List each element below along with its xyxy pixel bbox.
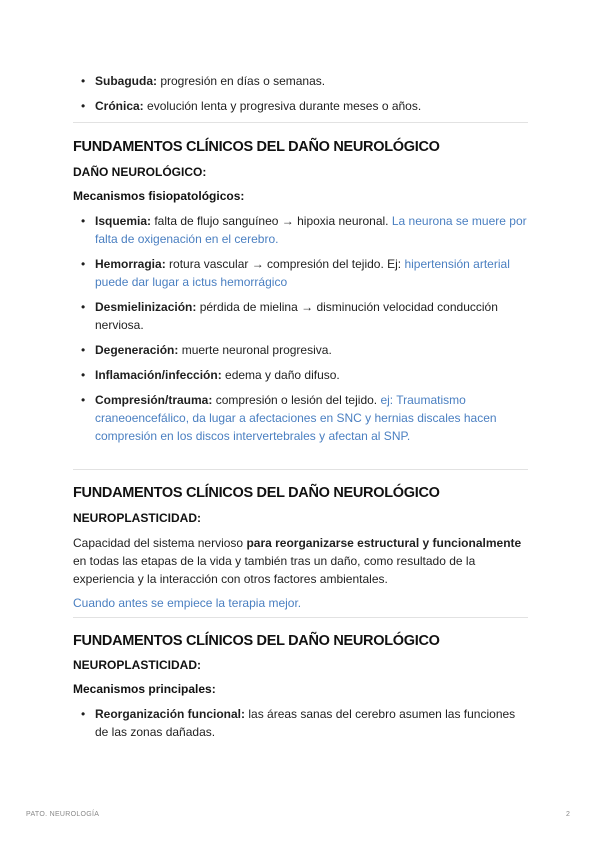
list-item: • Hemorragia: rotura vascular → compresión del tejido. Ej: hipertensión arterial puede dar lugar a ictus hemorrágico [95,255,528,291]
section-title: FUNDAMENTOS CLÍNICOS DEL DAÑO NEUROLÓGICO [73,633,440,649]
section-mecanismos [73,618,528,741]
list-item: • Crónica: evolución lenta y progresiva durante meses o años. [95,97,528,115]
section-subtitle: NEUROPLASTICIDAD: [73,658,201,672]
section-subheading: Mecanismos principales: [73,682,216,696]
list-item: • Compresión/trauma: compresión o lesión del tejido. ej: Traumatismo craneoencefálico, da lugar a afectaciones en SNC y hernias discales hacen compresión en los discos intervertebrales y afectan al SNP. [95,391,528,445]
section-title: FUNDAMENTOS CLÍNICOS DEL DAÑO NEUROLÓGICO [73,139,440,155]
list-item: • Isquemia: falta de flujo sanguíneo → hipoxia neuronal. La neurona se muere por falta de oxigenación en el cerebro. [95,212,528,248]
section-subtitle: NEUROPLASTICIDAD: [73,511,201,525]
mechanisms-list [73,705,528,741]
therapy-note: Cuando antes se empiece la terapia mejor. [73,596,302,610]
list-item: • Desmielinización: pérdida de mielina → disminución velocidad conducción nerviosa. [95,298,528,334]
mechanisms-list [73,212,528,445]
list-item: • Subaguda: progresión en días o semanas. [95,72,528,90]
page-content [73,72,528,748]
section-danio-neurologico [73,123,528,445]
list-item: • Inflamación/infección: edema y daño difuso. [95,366,528,384]
list-item: • Reorganización funcional: las áreas sanas del cerebro asumen las funciones de las zonas dañadas. [95,705,528,741]
section-neuroplasticidad [73,470,528,612]
section-subheading: Mecanismos fisiopatológicos: [73,189,245,203]
section-title: FUNDAMENTOS CLÍNICOS DEL DAÑO NEUROLÓGICO [73,485,440,501]
intro-list [73,72,528,115]
list-item: • Degeneración: muerte neuronal progresiva. [95,341,528,359]
section-subtitle: DAÑO NEUROLÓGICO: [73,165,207,179]
page-number: 2 [566,811,570,818]
definition-paragraph: Capacidad del sistema nervioso para reorganizarse estructural y funcionalmente en todas las etapas de la vida y también tras un daño, como resultado de la experiencia y la interacción con otros factores ambientales. [73,536,522,586]
footer-title: PATO. NEUROLOGÍA [26,811,100,818]
